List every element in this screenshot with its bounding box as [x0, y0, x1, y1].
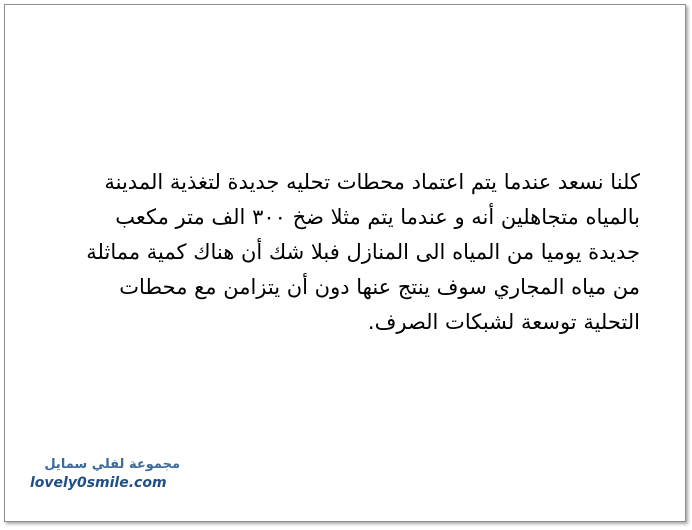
article-line: التحلية توسعة لشبكات الصرف. — [367, 310, 640, 334]
article-line: كلنا نسعد عندما يتم اعتماد محطات تحليه جديدة لتغذية المدينة — [104, 170, 640, 194]
site-watermark — [30, 456, 180, 492]
article-line: بالمياه متجاهلين أنه و عندما يتم مثلا ضخ ٣٠٠ الف متر مكعب — [115, 205, 640, 229]
article-line: من مياه المجاري سوف ينتج عنها دون أن يتزامن مع محطات — [119, 275, 640, 299]
watermark-url: lovely0smile.com — [30, 475, 167, 491]
watermark-arabic-name: مجموعة لفلي سمايل — [44, 457, 180, 472]
article-text — [50, 165, 640, 340]
article-line: جديدة يوميا من المياه الى المنازل فبلا شك أن هناك كمية مماثلة — [86, 240, 640, 264]
